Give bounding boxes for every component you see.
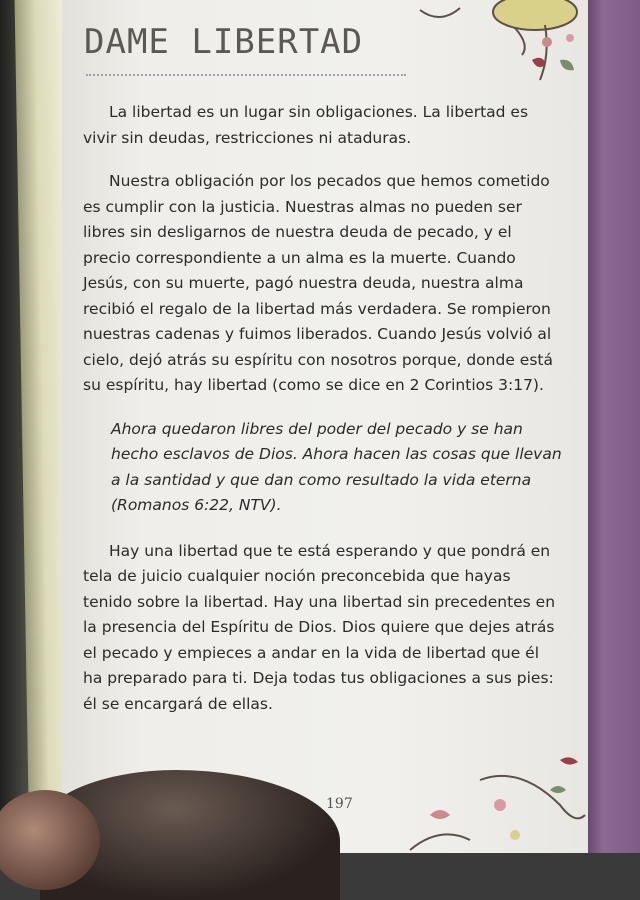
body-text: [83, 100, 563, 735]
paragraph: Hay una libertad que te está esperando y que pondrá en tela de juicio cualquier noción preconcebida que hayas tenido sobre la libertad. Hay una libertad sin precedentes en la presencia del Espíritu de Dios. Dios quiere que dejes atrás el pecado y empieces a andar en la vida de libertad que él ha preparado para ti. Deja todas tus obligaciones a sus pies: él se encargará de ellas.: [83, 541, 556, 713]
paragraph: La libertad es un lugar sin obligaciones. La libertad es vivir sin deudas, restricciones ni ataduras.: [83, 103, 529, 147]
page-title: DAME LIBERTAD: [84, 22, 364, 62]
title-divider: [86, 74, 406, 76]
paragraph: Nuestra obligación por los pecados que hemos cometido es cumplir con la justicia. Nuestras almas no pueden ser libres sin desligarnos de nuestra deuda de pecado, y el precio correspondiente a un alma es la muerte. Cuando Jesús, con su muerte, pagó nuestra deuda, nuestra alma recibió el regalo de la libertad más verdadera. Se rompieron nuestras cadenas y fuimos liberados. Cuando Jesús volvió al cielo, dejó atrás su espíritu con nosotros porque, donde está su espíritu, hay libertad (como se dice en 2 Corintios 3:17).: [83, 172, 553, 394]
floral-vine-illustration: [400, 745, 590, 853]
purple-cover-edge: [588, 0, 640, 853]
page-number: 197: [326, 796, 353, 812]
bird-floral-illustration: [410, 0, 590, 110]
bible-quote: Ahora quedaron libres del poder del pecado y se han hecho esclavos de Dios. Ahora hacen las cosas que llevan a la santidad y que dan como resultado la vida eterna (Romanos 6:22, NTV).: [111, 419, 562, 514]
